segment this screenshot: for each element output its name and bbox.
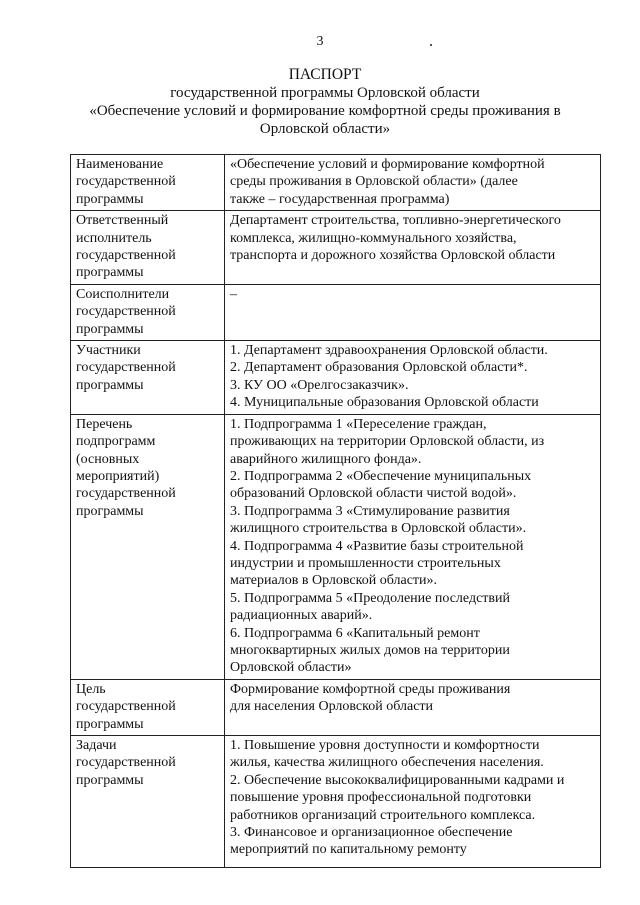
row-label-goal: Цель государственной программы [71, 679, 225, 735]
table-row [71, 211, 601, 285]
table-row [71, 341, 601, 415]
row-value-participants: 1. Департамент здравоохранения Орловской области. 2. Департамент образования Орловской области*. 3. КУ ОО «Орелгосзаказчик». 4. Муниципальные образования Орловской области [225, 341, 601, 415]
table-row [71, 414, 601, 679]
row-label-coexecutors: Соисполнители государственной программы [71, 284, 225, 340]
row-label-responsible: Ответственный исполнитель государственной программы [71, 211, 225, 285]
row-value-goal: Формирование комфортной среды проживания для населения Орловской области [225, 679, 601, 735]
row-value-subprograms: 1. Подпрограмма 1 «Переселение граждан, проживающих на территории Орловской области, из аварийного жилищного фонда». 2. Подпрограмма 2 «Обеспечение муниципальных образований Орловской области чистой водой». 3. Подпрограмма 3 «Стимулирование развития жилищного строительства в Орловской области». 4. Подпрограмма 4 «Развитие базы строительной индустрии и промышленности строительных материалов в Орловской области». 5. Подпрограмма 5 «Преодоление последствий радиационных аварий». 6. Подпрограмма 6 «Капитальный ремонт многоквартирных жилых домов на территории Орловской области» [225, 414, 601, 679]
row-label-participants: Участники государственной программы [71, 341, 225, 415]
passport-table [70, 154, 601, 868]
row-value-name: «Обеспечение условий и формирование комфортной среды проживания в Орловской области» (далее также – государственная программа) [225, 155, 601, 211]
scan-speck [430, 44, 432, 46]
table-row [71, 679, 601, 735]
row-value-coexecutors: – [225, 284, 601, 340]
subtitle-line: государственной программы Орловской области [170, 85, 480, 101]
table-row [71, 284, 601, 340]
document-header [60, 66, 590, 138]
document-title: ПАСПОРТ [288, 66, 362, 83]
subtitle-line: «Обеспечение условий и формирование комфортной среды проживания в [89, 103, 561, 119]
row-label-subprograms: Перечень подпрограмм (основных мероприятий) государственной программы [71, 414, 225, 679]
row-value-tasks: 1. Повышение уровня доступности и комфортности жилья, качества жилищного обеспечения населения. 2. Обеспечение высококвалифицированными кадрами и повышение уровня профессиональной подготовки работников организаций строительного комплекса. 3. Финансовое и организационное обеспечение мероприятий по капитальному ремонту [225, 736, 601, 868]
row-label-tasks: Задачи государственной программы [71, 736, 225, 868]
page-number: 3 [316, 34, 324, 49]
subtitle-line: Орловской области» [259, 121, 391, 137]
row-value-responsible: Департамент строительства, топливно-энергетического комплекса, жилищно-коммунального хозяйства, транспорта и дорожного хозяйства Орловской области [225, 211, 601, 285]
row-label-name: Наименование государственной программы [71, 155, 225, 211]
table-row [71, 155, 601, 211]
table-row [71, 736, 601, 868]
